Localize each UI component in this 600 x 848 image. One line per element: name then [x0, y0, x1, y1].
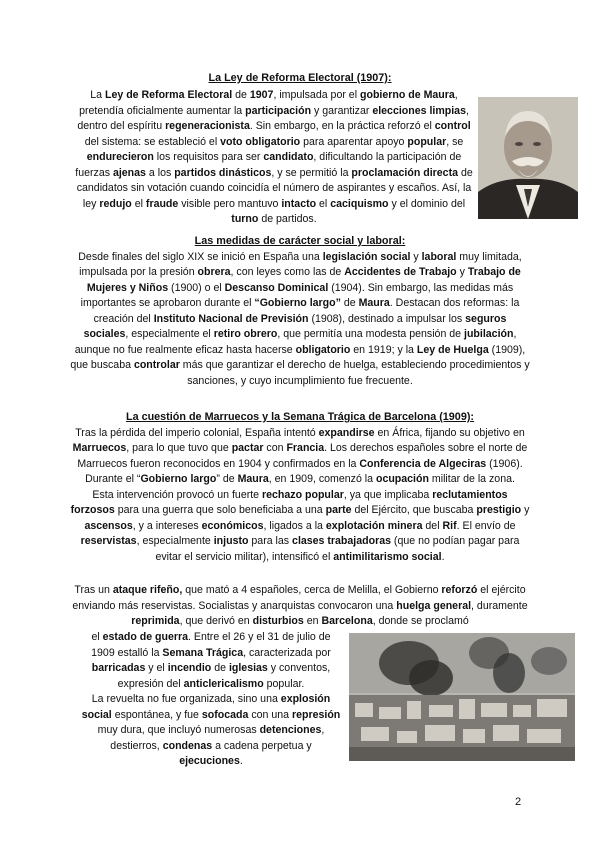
paragraph-electoral-reform: La Ley de Reforma Electoral de 1907, impulsada por el gobierno de Maura, pretendía oficialmente aumentar la participación y garantizar elecciones limpias, dentro del espíritu regeneracionista. Sin embargo, en la práctica reforzó el control del sistema: se estableció el voto obligatorio para aparentar apoyo popular, se endurecieron los requisitos para ser candidato, dificultando la participación de fuerzas ajenas a los partidos dinásticos, y se permitió la proclamación directa de candidatos sin votación cuando coincidía el número de aspirantes y escaños. Así, la ley redujo el fraude visible pero mantuvo intacto el caciquismo y el dominio del turno de partidos. — [75, 89, 473, 225]
portrait-photo-maura — [478, 97, 578, 219]
paragraph-rif-attack: Tras un ataque rifeño, que mató a 4 españoles, cerca de Melilla, el Gobierno reforzó el ejército enviando más reservistas. Socialistas y anarquistas convocaron una huelga general, duramente reprimida, que derivó en disturbios en Barcelona, donde se proclamó — [72, 584, 528, 627]
section-title-morocco: La cuestión de Marruecos y la Semana Trágica de Barcelona (1909): — [125, 411, 475, 423]
paragraph-tragic-week: el estado de guerra. Entre el 26 y el 31 de julio de 1909 estalló la Semana Trágica, caracterizada por barricadas y el incendio de iglesias y conventos, expresión del anticlericalismo popular. La revuelta no fue organizada, sino una explosión social espontánea, y fue sofocada con una represión muy dura, que incluyó numerosas detenciones, destierros, condenas a cadena perpetua y ejecuciones. — [81, 631, 341, 767]
paragraph-morocco: Tras la pérdida del imperio colonial, España intentó expandirse en África, fijando su objetivo en Marruecos, para lo que tuvo que pactar con Francia. Los derechos españoles sobre el norte de Marruecos fueron reconocidos en 1904 y confirmados en la Conferencia de Algeciras (1906). Durante el “Gobierno largo” de Maura, en 1909, comenzó la ocupación militar de la zona. Esta intervención provocó un fuerte rechazo popular, ya que implicaba reclutamientos forzosos para una guerra que solo beneficiaba a una parte del Ejército, que buscaba prestigio y ascensos, y a intereses económicos, ligados a la explotación minera del Rif. El envío de reservistas, especialmente injusto para las clases trabajadoras (que no podían pagar para evitar el servicio militar), intensificó el antimilitarismo social. — [70, 426, 530, 563]
portrait-illustration — [478, 97, 578, 219]
paragraph-social-labour: Desde finales del siglo XIX se inició en España una legislación social y laboral muy limitada, impulsada por la presión obrera, con leyes como las de Accidentes de Trabajo y Trabajo de Mujeres y Niños (1900) o el Descanso Dominical (1904). Sin embargo, las medidas más importantes se aprobaron durante el “Gobierno largo” de Maura. Destacan dos reformas: la creación del Instituto Nacional de Previsión (1908), destinado a impulsar los seguros sociales, especialmente el retiro obrero, que permitía una modesta pensión de jubilación, aunque no fue realmente eficaz hasta hacerse obligatorio en 1919; y la Ley de Huelga (1909), que buscaba controlar más que garantizar el derecho de huelga, estableciendo procedimientos y sanciones, y cuyo incumplimiento fue frecuente. — [70, 250, 530, 387]
barcelona-city-illustration — [349, 633, 575, 761]
section-title-social-labour: Las medidas de carácter social y laboral: — [194, 235, 406, 247]
section-social-labour — [70, 234, 530, 389]
section-title-electoral-reform: La Ley de Reforma Electoral (1907): — [208, 72, 392, 84]
photo-barcelona-tragic-week — [349, 633, 575, 761]
section-morocco — [70, 410, 530, 565]
page-number: 2 — [515, 796, 522, 808]
